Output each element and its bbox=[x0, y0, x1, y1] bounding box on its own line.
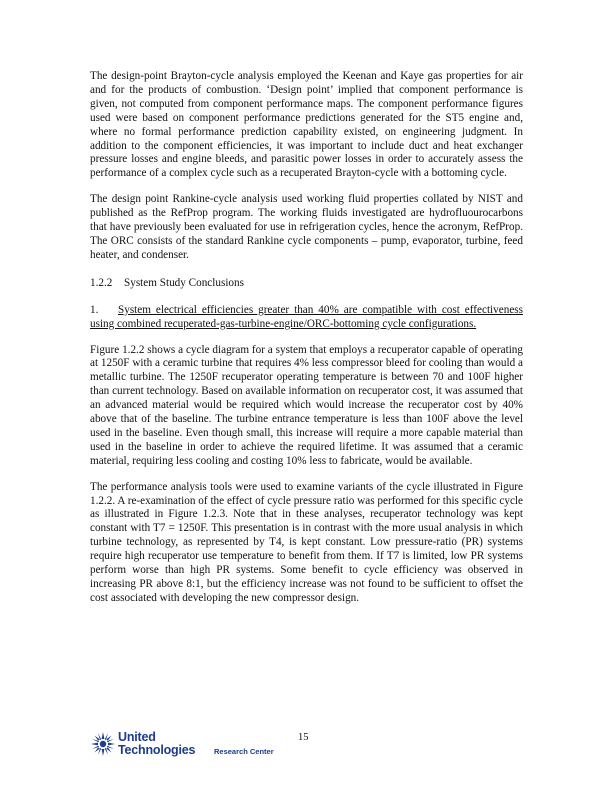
section-heading bbox=[90, 277, 523, 291]
utc-wordmark bbox=[118, 731, 195, 757]
research-center-label: Research Center bbox=[214, 747, 274, 756]
logo-line-technologies: Technologies bbox=[118, 743, 196, 757]
paragraph-rankine-analysis: The design point Rankine-cycle analysis used working fluid properties collated by NIST and published as the RefProp program. The working fluids investigated are hydrofluourocarbons that have previously been evaluated for use in refrigeration cycles, hence the acronym, RefProp. The ORC consists of the standard Rankine cycle components – pump, evaporator, turbine, feed heater, and condenser. bbox=[90, 193, 523, 261]
paragraph-brayton-analysis: The design-point Brayton-cycle analysis employed the Keenan and Kaye gas properties for air and for the products of combustion. ‘Design point’ implied that component performance is given, not computed from component performance maps. The component performance figures used were based on component performance predictions generated for the ST5 engine and, where no formal performance prediction capability existed, on engineering judgment. In addition to the component efficiencies, it was important to include duct and heat exchanger pressure losses and engine bleeds, and parasitic power losses in order to accurately assess the performance of a complex cycle such as a recuperated Brayton-cycle with a bottoming cycle. bbox=[90, 70, 523, 180]
utc-emblem-icon bbox=[90, 731, 116, 757]
conclusion-text: System electrical efficiencies greater than 40% are compatible with cost effectiveness using combined recuperated-gas-turbine-engine/ORC-bottoming cycle configurations. bbox=[90, 303, 523, 330]
utc-logo bbox=[90, 731, 220, 759]
paragraph-performance-analysis: The performance analysis tools were used to examine variants of the cycle illustrated in Figure 1.2.2. A re-examination of the effect of cycle pressure ratio was performed for this specific cycle as illustrated in Figure 1.2.3. Note that in these analyses, recuperator technology was kept constant with T7 = 1250F. This presentation is in contrast with the more usual analysis in which turbine technology, as represented by T4, is kept constant. Low pressure-ratio (PR) systems require high recuperator use temperature to benefit from them. If T7 is limited, low PR systems perform worse than high PR systems. Some benefit to cycle efficiency was observed in increasing PR above 8:1, but the efficiency increase was not found to be sufficient to offset the cost associated with developing the new compressor design. bbox=[90, 480, 523, 604]
conclusion-item bbox=[90, 304, 523, 332]
section-title: System Study Conclusions bbox=[124, 276, 244, 289]
page-number: 15 bbox=[298, 732, 309, 743]
section-number: 1.2.2 bbox=[90, 276, 113, 289]
paragraph-cycle-diagram: Figure 1.2.2 shows a cycle diagram for a system that employs a recuperator capable of operating at 1250F with a ceramic turbine that requires 4% less compressor bleed for cooling than would a metallic turbine. The 1250F recuperator operating temperature is between 70 and 100F higher than current technology. Based on available information on recuperator cost, it was assumed that an advanced material would be required which would increase the recuperator cost by 40% above that of the baseline. The turbine entrance temperature is less than 100F above the level used in the baseline. Even though small, this increase will require a more capable material than used in the baseline in order to achieve the required lifetime. It was assumed that a ceramic material, requiring less cooling and costing 10% less to fabricate, would be available. bbox=[90, 343, 523, 467]
logo-line-united: United bbox=[118, 730, 156, 744]
conclusion-number: 1. bbox=[90, 303, 99, 316]
page-footer bbox=[90, 730, 523, 762]
page-body bbox=[90, 70, 523, 606]
